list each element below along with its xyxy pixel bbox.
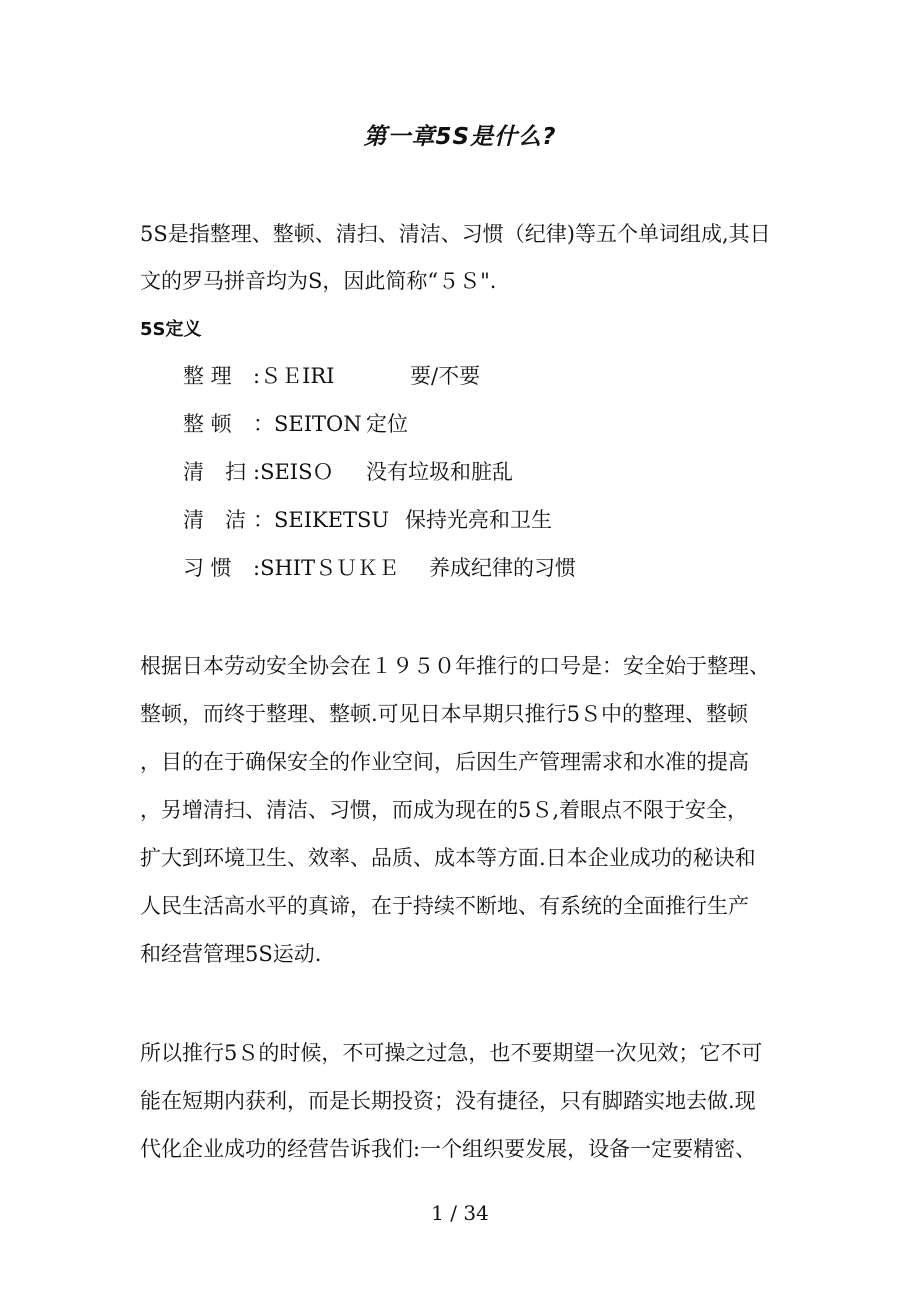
definition-heading: 5S定义 bbox=[140, 319, 202, 340]
definition-romaji: :SEISＯ bbox=[253, 460, 334, 484]
definition-row-seiri bbox=[183, 362, 480, 390]
definition-term: 习 惯 bbox=[183, 556, 232, 580]
paragraph2-line-5: 扩大到环境卫生、效率、品质、成本等方面.日本企业成功的秘诀和 bbox=[140, 846, 756, 870]
definition-row-seiton bbox=[183, 410, 408, 438]
definition-term: 清 洁 bbox=[183, 508, 246, 532]
definition-row-seiso bbox=[183, 458, 513, 486]
definition-romaji: ：SEITON bbox=[253, 412, 362, 436]
definition-row-shitsuke bbox=[183, 554, 576, 582]
definition-term: 整 顿 bbox=[183, 412, 232, 436]
paragraph3-line-3: 代化企业成功的经营告诉我们:一个组织要发展，设备一定要精密、 bbox=[140, 1137, 757, 1161]
definition-meaning: 养成纪律的习惯 bbox=[429, 556, 576, 580]
paragraph2-line-3: ，目的在于确保安全的作业空间，后因生产管理需求和水准的提高 bbox=[140, 750, 749, 774]
definition-romaji: :ＳＥIRI bbox=[253, 364, 335, 388]
definition-meaning: 定位 bbox=[366, 412, 408, 436]
paragraph3-line-1: 所以推行5Ｓ的时候，不可操之过急，也不要期望一次见效；它不可 bbox=[140, 1041, 763, 1065]
definition-meaning: 保持光亮和卫生 bbox=[405, 508, 552, 532]
definition-term: 清 扫 bbox=[183, 460, 246, 484]
definition-romaji: ：SEIKETSU bbox=[253, 508, 390, 532]
paragraph2-line-4: ，另增清扫、清洁、习惯，而成为现在的5Ｓ,着眼点不限于安全， bbox=[140, 798, 749, 822]
paragraph2-line-1: 根据日本劳动安全协会在１９５０年推行的口号是：安全始于整理、 bbox=[140, 654, 770, 678]
definition-meaning: 要/不要 bbox=[410, 364, 481, 388]
definition-row-seiketsu bbox=[183, 506, 552, 534]
paragraph3-line-2: 能在短期内获利，而是长期投资；没有捷径，只有脚踏实地去做.现 bbox=[140, 1089, 756, 1113]
definition-term: 整 理 bbox=[183, 364, 232, 388]
paragraph2-line-6: 人民生活高水平的真谛，在于持续不断地、有系统的全面推行生产 bbox=[140, 894, 749, 918]
page-number: 1 / 34 bbox=[431, 1201, 489, 1225]
definition-romaji: :SHITＳＵＫＥ bbox=[253, 556, 400, 580]
intro-line-2: 文的罗马拼音均为S，因此简称“５Ｓ". bbox=[140, 269, 497, 293]
intro-line-1: 5S是指整理、整顿、清扫、清洁、习惯（纪律)等五个单词组成,其日 bbox=[140, 222, 771, 246]
definition-meaning: 没有垃圾和脏乱 bbox=[366, 460, 513, 484]
paragraph2-line-2: 整顿，而终于整理、整顿.可见日本早期只推行5Ｓ中的整理、整顿 bbox=[140, 702, 749, 726]
chapter-title: 第一章5S是什么? bbox=[363, 124, 557, 150]
paragraph2-line-7: 和经营管理5S运动. bbox=[140, 942, 322, 966]
